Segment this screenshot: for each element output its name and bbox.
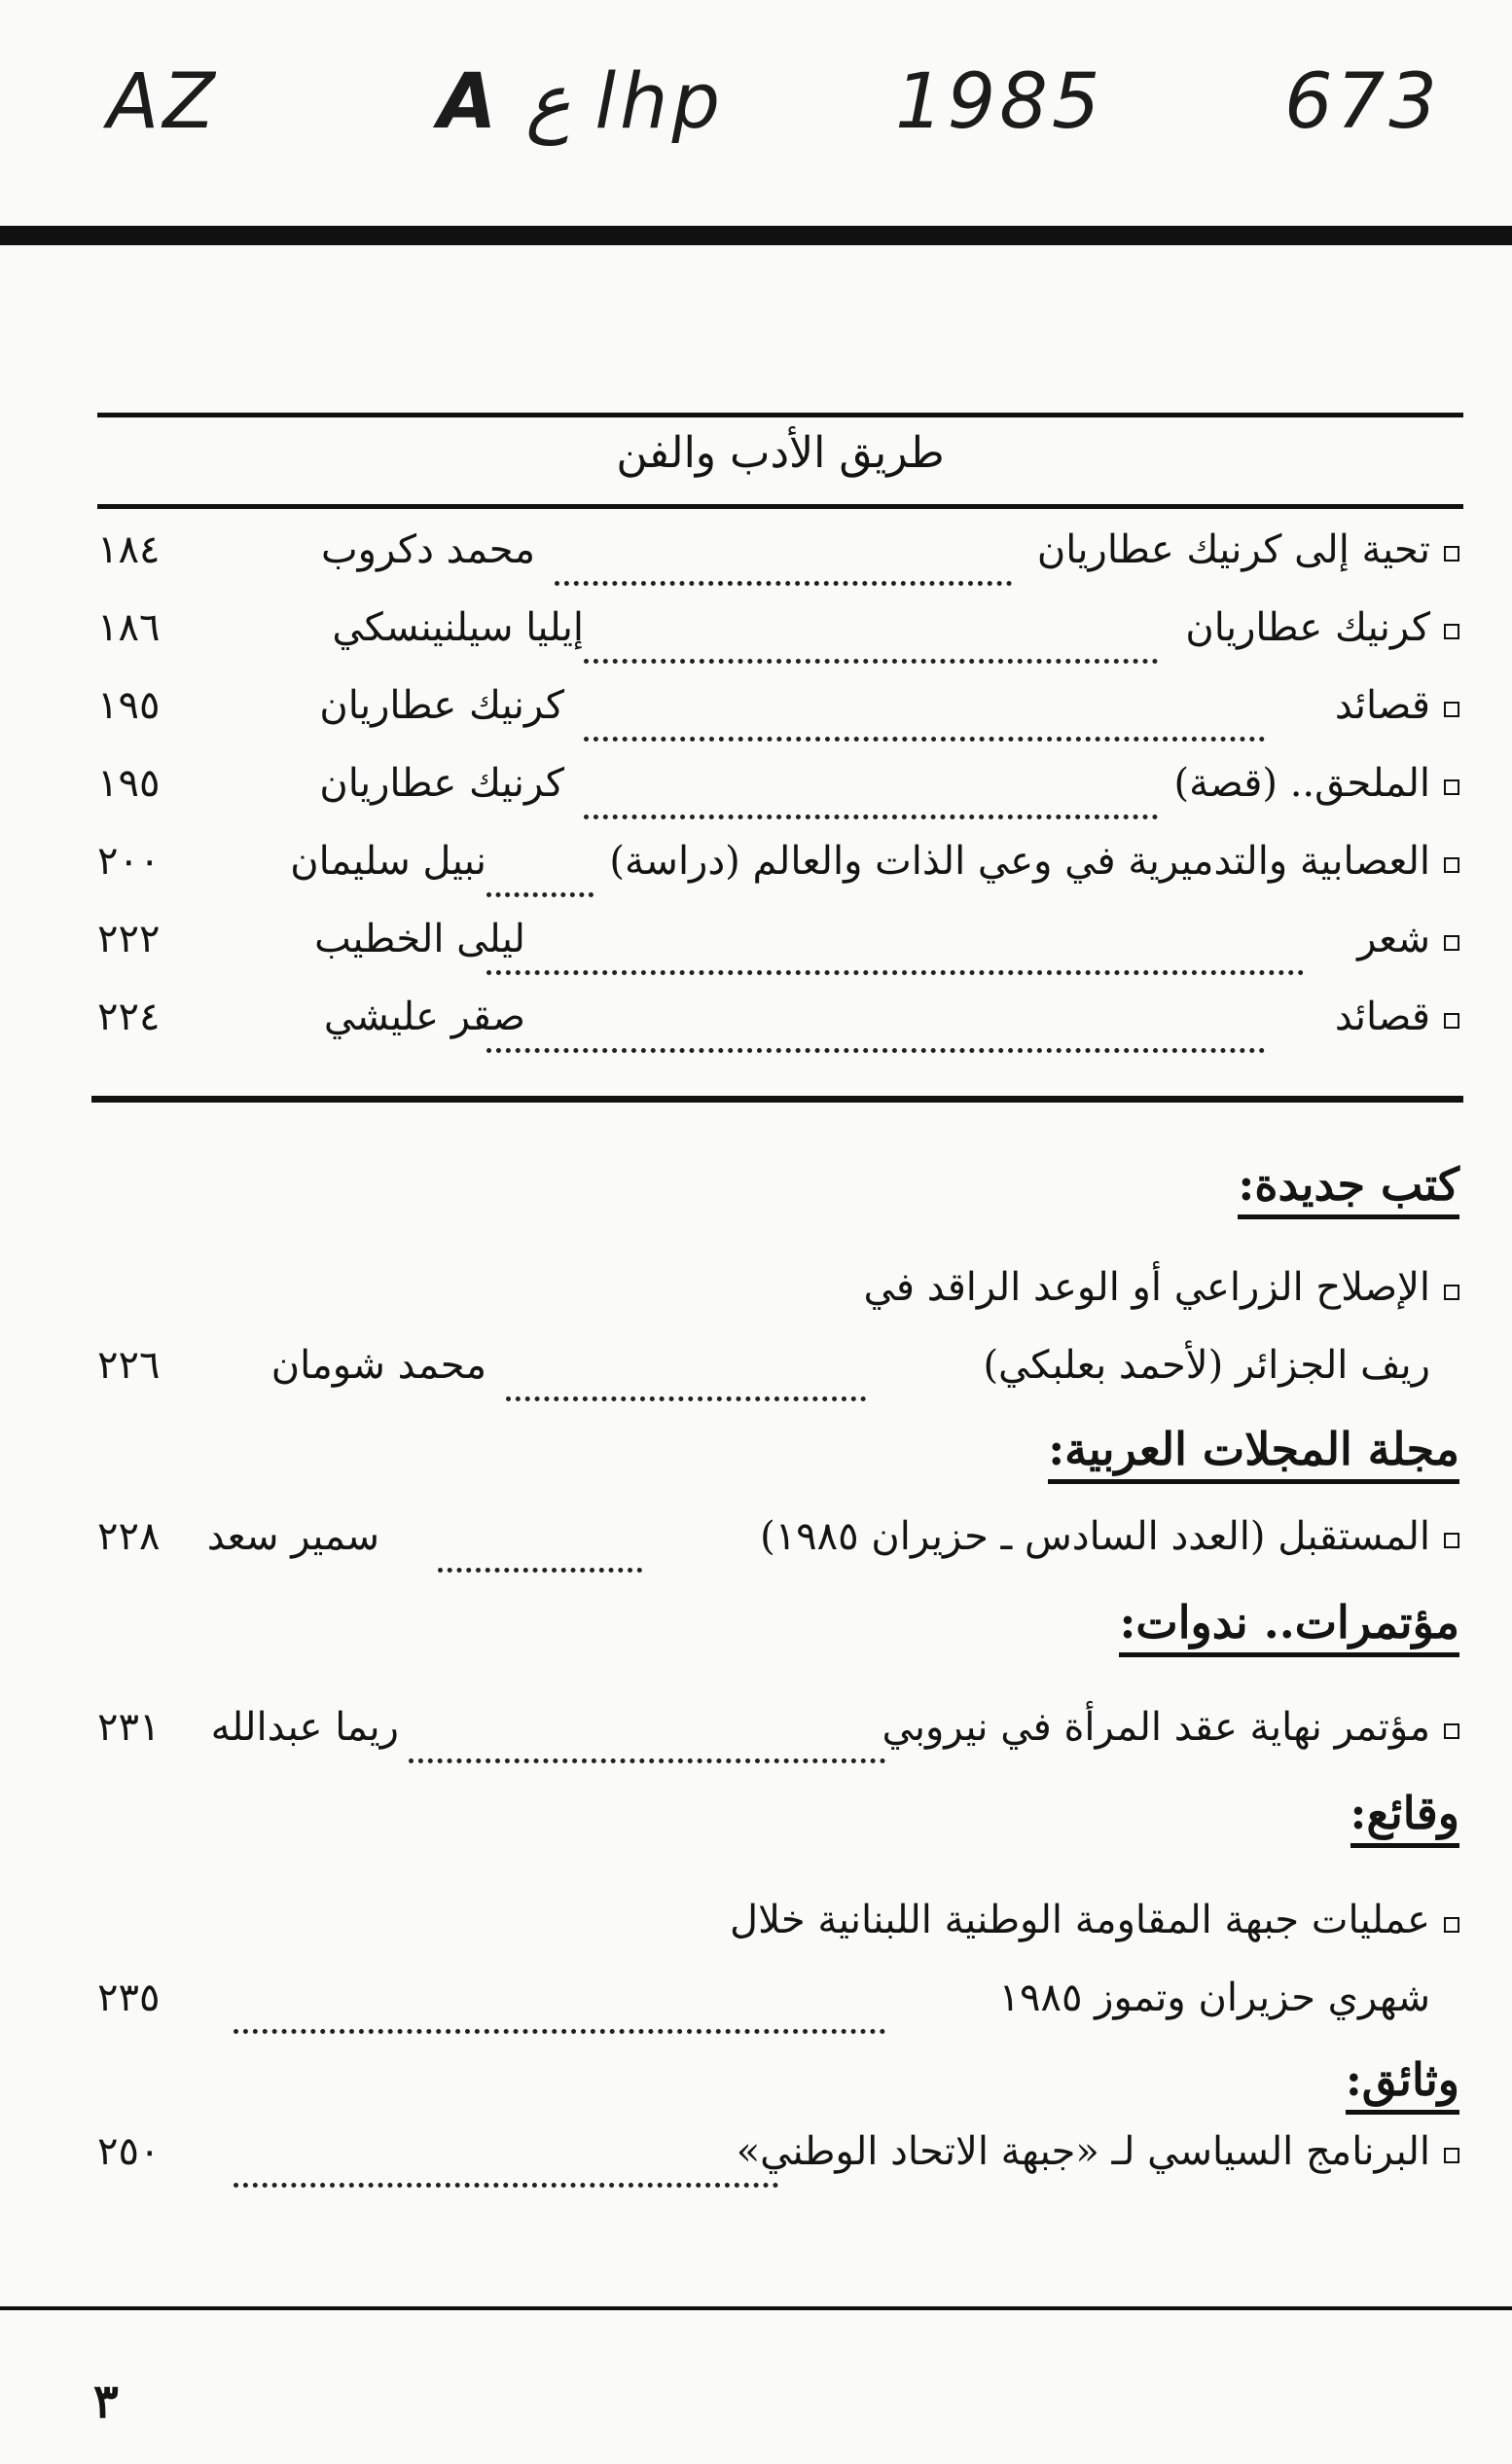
toc-entry [97,527,1459,596]
events-title-line1: عمليات جبهة المقاومة الوطنية اللبنانية خلال [730,1898,1430,1942]
toc-entry [97,1514,1459,1582]
entry-page: ٢٣١ [97,1705,161,1750]
square-bullet-icon [1444,857,1459,873]
top-thick-rule [0,226,1512,245]
category-events: وقائع: [1350,1787,1459,1848]
entry-title: مؤتمر نهاية عقد المرأة في نيروبي [882,1705,1430,1750]
dot-leader [555,527,1012,586]
toc-entry [97,1705,1459,1773]
category-documents: وثائق: [1346,2053,1459,2115]
section-top-rule [97,413,1463,417]
entry-author: كرنيك عطاريان [319,761,564,806]
toc-entry [97,761,1459,829]
square-bullet-icon [1444,624,1459,639]
entry-author: سمير سعد [206,1514,379,1559]
toc-entry [97,839,1459,907]
category-journals: مجلة المجلات العربية: [1048,1423,1459,1484]
page-number: ٣ [93,2374,119,2429]
square-bullet-icon [1444,1285,1459,1300]
entry-author: ليلى الخطيب [314,917,525,961]
new-books-title-line1: الإصلاح الزراعي أو الوعد الراقد في [863,1265,1430,1310]
toc-entry [97,917,1459,985]
dot-leader [438,1514,642,1573]
events-line-1 [730,1898,1459,1942]
category-new-books: كتب جديدة: [1238,1158,1459,1219]
new-books-line-1 [864,1265,1459,1310]
entry-title: العصابية والتدميرية في وعي الذات والعالم (دراسة) [609,839,1430,884]
square-bullet-icon [1444,1533,1459,1548]
category-conferences: مؤتمرات.. ندوات: [1119,1596,1459,1657]
toc-entry [97,605,1459,673]
toc-entry [97,1343,1459,1411]
entry-page: ٢٥٠ [97,2129,161,2174]
square-bullet-icon [1444,702,1459,717]
entry-page: ٢٢٨ [97,1514,161,1559]
section-header-rule [97,504,1463,509]
entry-page: ٢٣٥ [97,1975,161,2020]
new-books-title-line2: ريف الجزائر (لأحمد بعلبكي) [983,1343,1430,1388]
square-bullet-icon [1444,1723,1459,1739]
dot-leader [584,683,1265,742]
square-bullet-icon [1444,779,1459,795]
dot-leader [409,1705,885,1763]
square-bullet-icon [1444,546,1459,562]
handwritten-letter: A [438,58,501,146]
entry-page: ١٩٥ [97,761,161,806]
handwritten-abbrev: ع lhp [525,58,724,146]
entry-author: محمد دكروب [321,527,535,572]
entry-author: محمد شومان [270,1343,486,1388]
handwritten-year: 1985 [895,58,1104,146]
square-bullet-icon [1444,2148,1459,2163]
entry-page: ١٨٤ [97,527,161,572]
entry-page: ٢٢٦ [97,1343,161,1388]
entry-title: قصائد [1334,995,1430,1039]
toc-entry [97,2129,1459,2197]
square-bullet-icon [1444,1917,1459,1933]
dot-leader [486,917,1304,975]
entry-title: المستقبل (العدد السادس ـ حزيران ١٩٨٥) [760,1514,1430,1559]
entry-author: إيليا سيلنينسكي [332,605,584,650]
dot-leader [486,995,1265,1053]
entry-title: البرنامج السياسي لـ «جبهة الاتحاد الوطني» [736,2129,1430,2174]
dot-leader [584,605,1158,664]
toc-entry [97,995,1459,1063]
entry-page: ٢٠٠ [97,839,161,884]
dot-leader [234,2129,778,2188]
square-bullet-icon [1444,1013,1459,1029]
dot-leader [234,1975,885,2034]
dot-leader [506,1343,866,1401]
dot-leader [584,761,1158,819]
square-bullet-icon [1444,935,1459,951]
entry-title: تحية إلى كرنيك عطاريان [1036,527,1430,572]
entry-author: صقر عليشي [323,995,525,1039]
entry-page: ١٨٦ [97,605,161,650]
events-title-line2: شهري حزيران وتموز ١٩٨٥ [998,1975,1430,2020]
toc-entry [97,683,1459,751]
handwritten-number: 673 [1284,58,1441,146]
entry-page: ٢٢٢ [97,917,161,961]
handwritten-code: AZ [107,58,219,146]
toc-entry [97,1975,1459,2044]
entry-page: ١٩٥ [97,683,161,728]
entry-title: شعر [1357,917,1430,961]
section-title: طريق الأدب والفن [616,428,945,478]
entry-title: كرنيك عطاريان [1185,605,1430,650]
entry-page: ٢٢٤ [97,995,161,1039]
entry-title: الملحق.. (قصة) [1173,761,1430,806]
dot-leader [486,839,594,897]
footer-rule [0,2306,1512,2310]
entry-author: ريما عبدالله [210,1705,399,1750]
section-bottom-rule [91,1096,1463,1103]
entry-author: كرنيك عطاريان [319,683,564,728]
entry-author: نبيل سليمان [290,839,486,884]
entry-title: قصائد [1334,683,1430,728]
